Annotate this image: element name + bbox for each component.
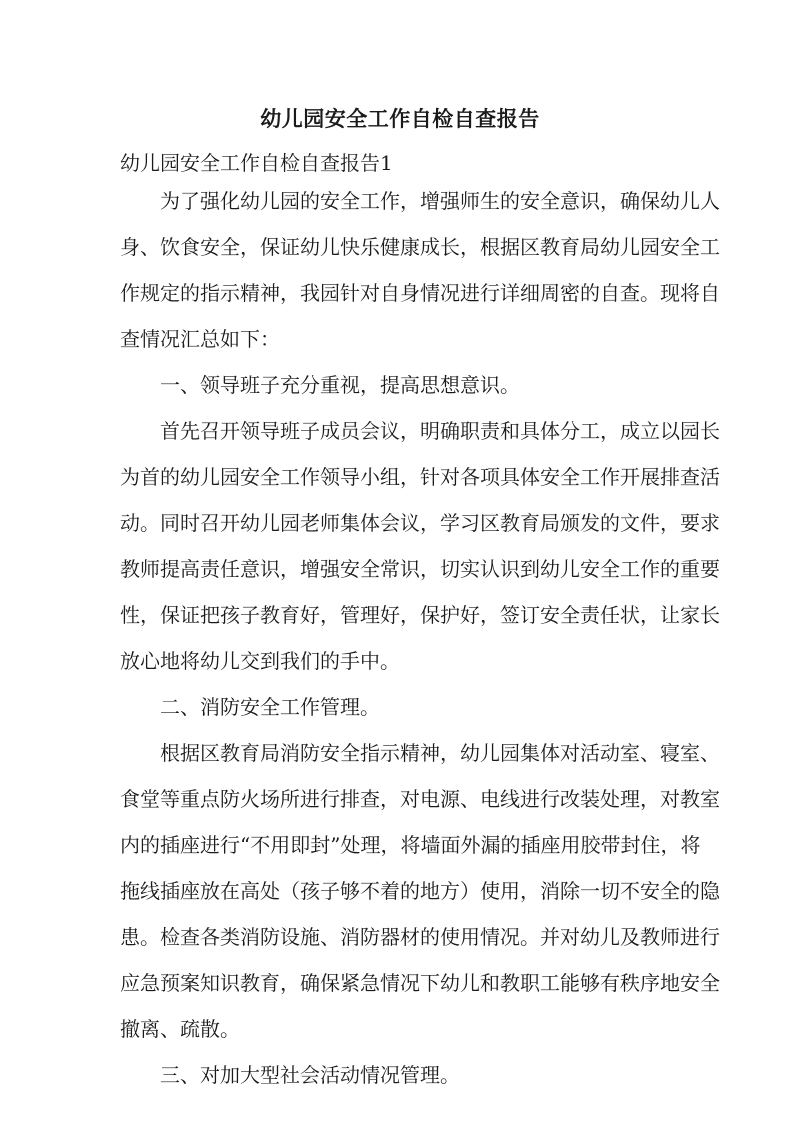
paragraph-line: 拖线插座放在高处（孩子够不着的地方）使用，消除一切不安全的隐 <box>120 879 720 903</box>
paragraph-line: 应急预案知识教育，确保紧急情况下幼儿和教职工能够有秩序地安全 <box>120 971 720 995</box>
paragraph-line: 根据区教育局消防安全指示精神，幼儿园集体对活动室、寝室、 <box>160 741 720 765</box>
section-heading: 一、领导班子充分重视，提高思想意识。 <box>160 373 520 397</box>
document-title: 幼儿园安全工作自检自查报告 <box>260 106 540 131</box>
paragraph-line: 性，保证把孩子教育好，管理好，保护好，签订安全责任状，让家长 <box>120 603 720 627</box>
paragraph-line: 教师提高责任意识，增强安全常识，切实认识到幼儿安全工作的重要 <box>120 557 720 581</box>
paragraph-line: 身、饮食安全，保证幼儿快乐健康成长，根据区教育局幼儿园安全工 <box>120 235 720 259</box>
paragraph-line: 为了强化幼儿园的安全工作，增强师生的安全意识，确保幼儿人 <box>160 189 720 213</box>
paragraph-line: 首先召开领导班子成员会议，明确职责和具体分工，成立以园长 <box>160 419 720 443</box>
paragraph-line: 内的插座进行“不用即封”处理，将墙面外漏的插座用胶带封住，将 <box>120 833 701 857</box>
paragraph-line: 动。同时召开幼儿园老师集体会议，学习区教育局颁发的文件，要求 <box>120 511 720 535</box>
document-subtitle: 幼儿园安全工作自检自查报告1 <box>120 151 393 175</box>
paragraph-line: 撤离、疏散。 <box>120 1017 240 1041</box>
section-heading: 三、对加大型社会活动情况管理。 <box>160 1063 460 1087</box>
paragraph-line: 患。检查各类消防设施、消防器材的使用情况。并对幼儿及教师进行 <box>120 925 720 949</box>
paragraph-line: 查情况汇总如下： <box>120 327 280 351</box>
paragraph-line: 放心地将幼儿交到我们的手中。 <box>120 649 400 673</box>
paragraph-line: 食堂等重点防火场所进行排查，对电源、电线进行改装处理，对教室 <box>120 787 720 811</box>
section-heading: 二、消防安全工作管理。 <box>160 695 380 719</box>
paragraph-line: 为首的幼儿园安全工作领导小组，针对各项具体安全工作开展排查活 <box>120 465 720 489</box>
paragraph-line: 作规定的指示精神，我园针对自身情况进行详细周密的自查。现将自 <box>120 281 720 305</box>
